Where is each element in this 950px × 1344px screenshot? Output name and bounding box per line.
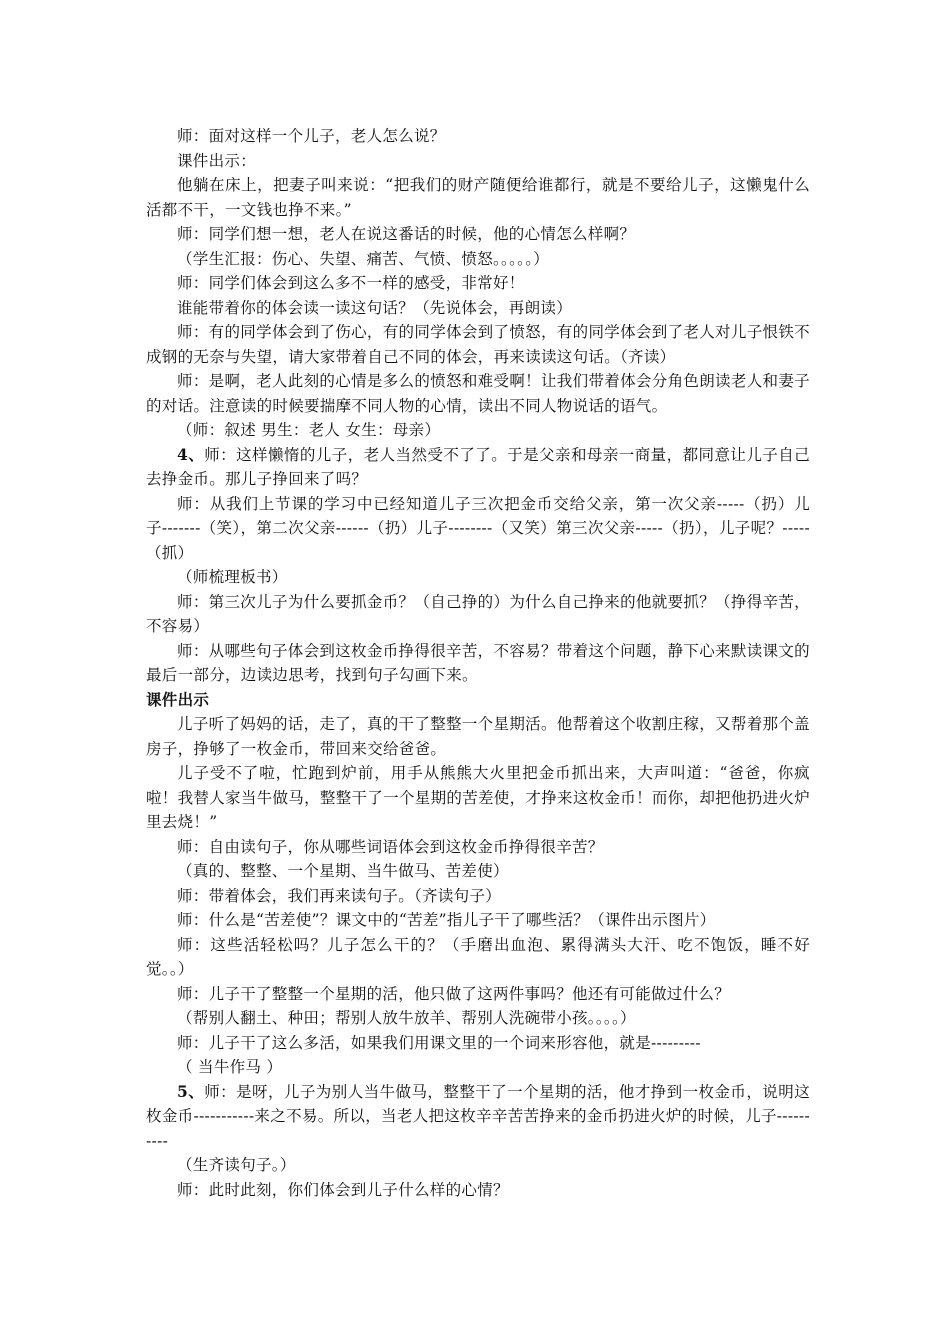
paragraph-numbered (146, 1080, 810, 1154)
paragraph: 他躺在床上，把妻子叫来说：“把我们的财产随便给谁都行，就是不要给儿子，这懒鬼什么活都不干，一文钱也挣不来。” (146, 176, 810, 219)
paragraph-text: 师：这样懒惰的儿子，老人当然受不了了。于是父亲和母亲一商量，都同意让儿子自己去挣金币。那儿子挣回来了吗？ (146, 445, 811, 488)
paragraph: 师：从我们上节课的学习中已经知道儿子三次把金币交给父亲，第一次父亲-----（扔）儿子-------（笑），第二次父亲------（扔）儿子--------（又笑）第三次父亲-----（扔），儿子呢？-----（抓） (146, 494, 810, 562)
paragraph: （真的、整整、一个星期、当牛做马、苦差使） (177, 862, 509, 880)
paragraph: 师：这些活轻松吗？儿子怎么干的？（手磨出血泡、累得满头大汗、吃不饱饭，睡不好觉。。） (146, 935, 810, 978)
item-number: 4、 (177, 444, 205, 464)
paragraph: （师梳理板书） (177, 568, 288, 586)
paragraph-numbered (146, 443, 810, 492)
paragraph: 师：儿子干了这么多活，如果我们用课文里的一个词来形容他，就是--------- (177, 1033, 701, 1052)
paragraph: 师：有的同学体会到了伤心，有的同学体会到了愤怒，有的同学体会到了老人对儿子恨铁不成钢的无奈与失望，请大家带着自己不同的体会，再来读读这句话。（齐读） (146, 323, 810, 366)
paragraph: 师：同学们想一想，老人在说这番话的时候，他的心情怎么样啊？ (177, 225, 636, 243)
paragraph: 师：什么是“苦差使”？课文中的“苦差”指儿子干了哪些活？（课件出示图片） (177, 911, 716, 929)
paragraph: 师：是啊，老人此刻的心情是多么的愤怒和难受啊！让我们带着体会分角色朗读老人和妻子的对话。注意读的时候要揣摩不同人物的心情，读出不同人物说话的语气。 (146, 372, 810, 415)
paragraph: （师：叙述 男生：老人 女生：母亲） (177, 421, 441, 439)
paragraph: 谁能带着你的体会读一读这句话？（先说体会，再朗读） (177, 298, 573, 317)
paragraph: 课件出示： (177, 151, 257, 170)
paragraph: 师：儿子干了整整一个星期的活，他只做了这两件事吗？他还有可能做过什么？ (177, 984, 731, 1003)
paragraph: （ 当牛作马 ） (177, 1058, 283, 1076)
paragraph: （生齐读句子。） (177, 1156, 296, 1174)
paragraph: （学生汇报：伤心、失望、痛苦、气愤、愤怒。。。。。） (177, 249, 550, 268)
paragraph: 师：第三次儿子为什么要抓金币？（自己挣的）为什么自己挣来的他就要抓？（挣得辛苦，不容易） (146, 592, 810, 635)
paragraph: 师：同学们体会到这么多不一样的感受，非常好！ (177, 274, 525, 292)
paragraph: 儿子听了妈妈的话，走了，真的干了整整一个星期活。他帮着这个收割庄稼，又帮着那个盖房子，挣够了一枚金币，带回来交给爸爸。 (146, 715, 810, 758)
paragraph: 师：面对这样一个儿子，老人怎么说？ (177, 127, 446, 145)
paragraph: 师：带着体会，我们再来读句子。（齐读句子） (177, 886, 502, 905)
paragraph: 师：从哪些句子体会到这枚金币挣得很辛苦，不容易？带着这个问题，静下心来默读课文的最后一部分，边读边思考，找到句子勾画下来。 (146, 641, 810, 684)
item-number: 5、 (177, 1081, 205, 1101)
paragraph: 师：此时此刻，你们体会到儿子什么样的心情？ (177, 1180, 509, 1199)
paragraph-text: 师：是呀，儿子为别人当牛做马，整整干了一个星期的活，他才挣到一枚金币，说明这枚金币-----------来之不易。所以，当老人把这枚辛辛苦苦挣来的金币扔进火炉的时候，儿子---------- (146, 1082, 811, 1150)
paragraph: 儿子受不了啦，忙跑到炉前，用手从熊熊大火里把金币抓出来，大声叫道：“爸爸，你疯啦！我替人家当牛做马，整整干了一个星期的苦差使，才挣来这枚金币！而你，却把他扔进火炉里去烧！” (146, 764, 810, 831)
section-heading: 课件出示 (146, 689, 210, 709)
document-body (146, 124, 810, 1202)
paragraph: 师：自由读句子，你从哪些词语体会到这枚金币挣得很辛苦？ (177, 837, 604, 856)
paragraph: （帮别人翻土、种田；帮别人放牛放羊、帮别人洗碗带小孩。。。。） (177, 1009, 636, 1027)
